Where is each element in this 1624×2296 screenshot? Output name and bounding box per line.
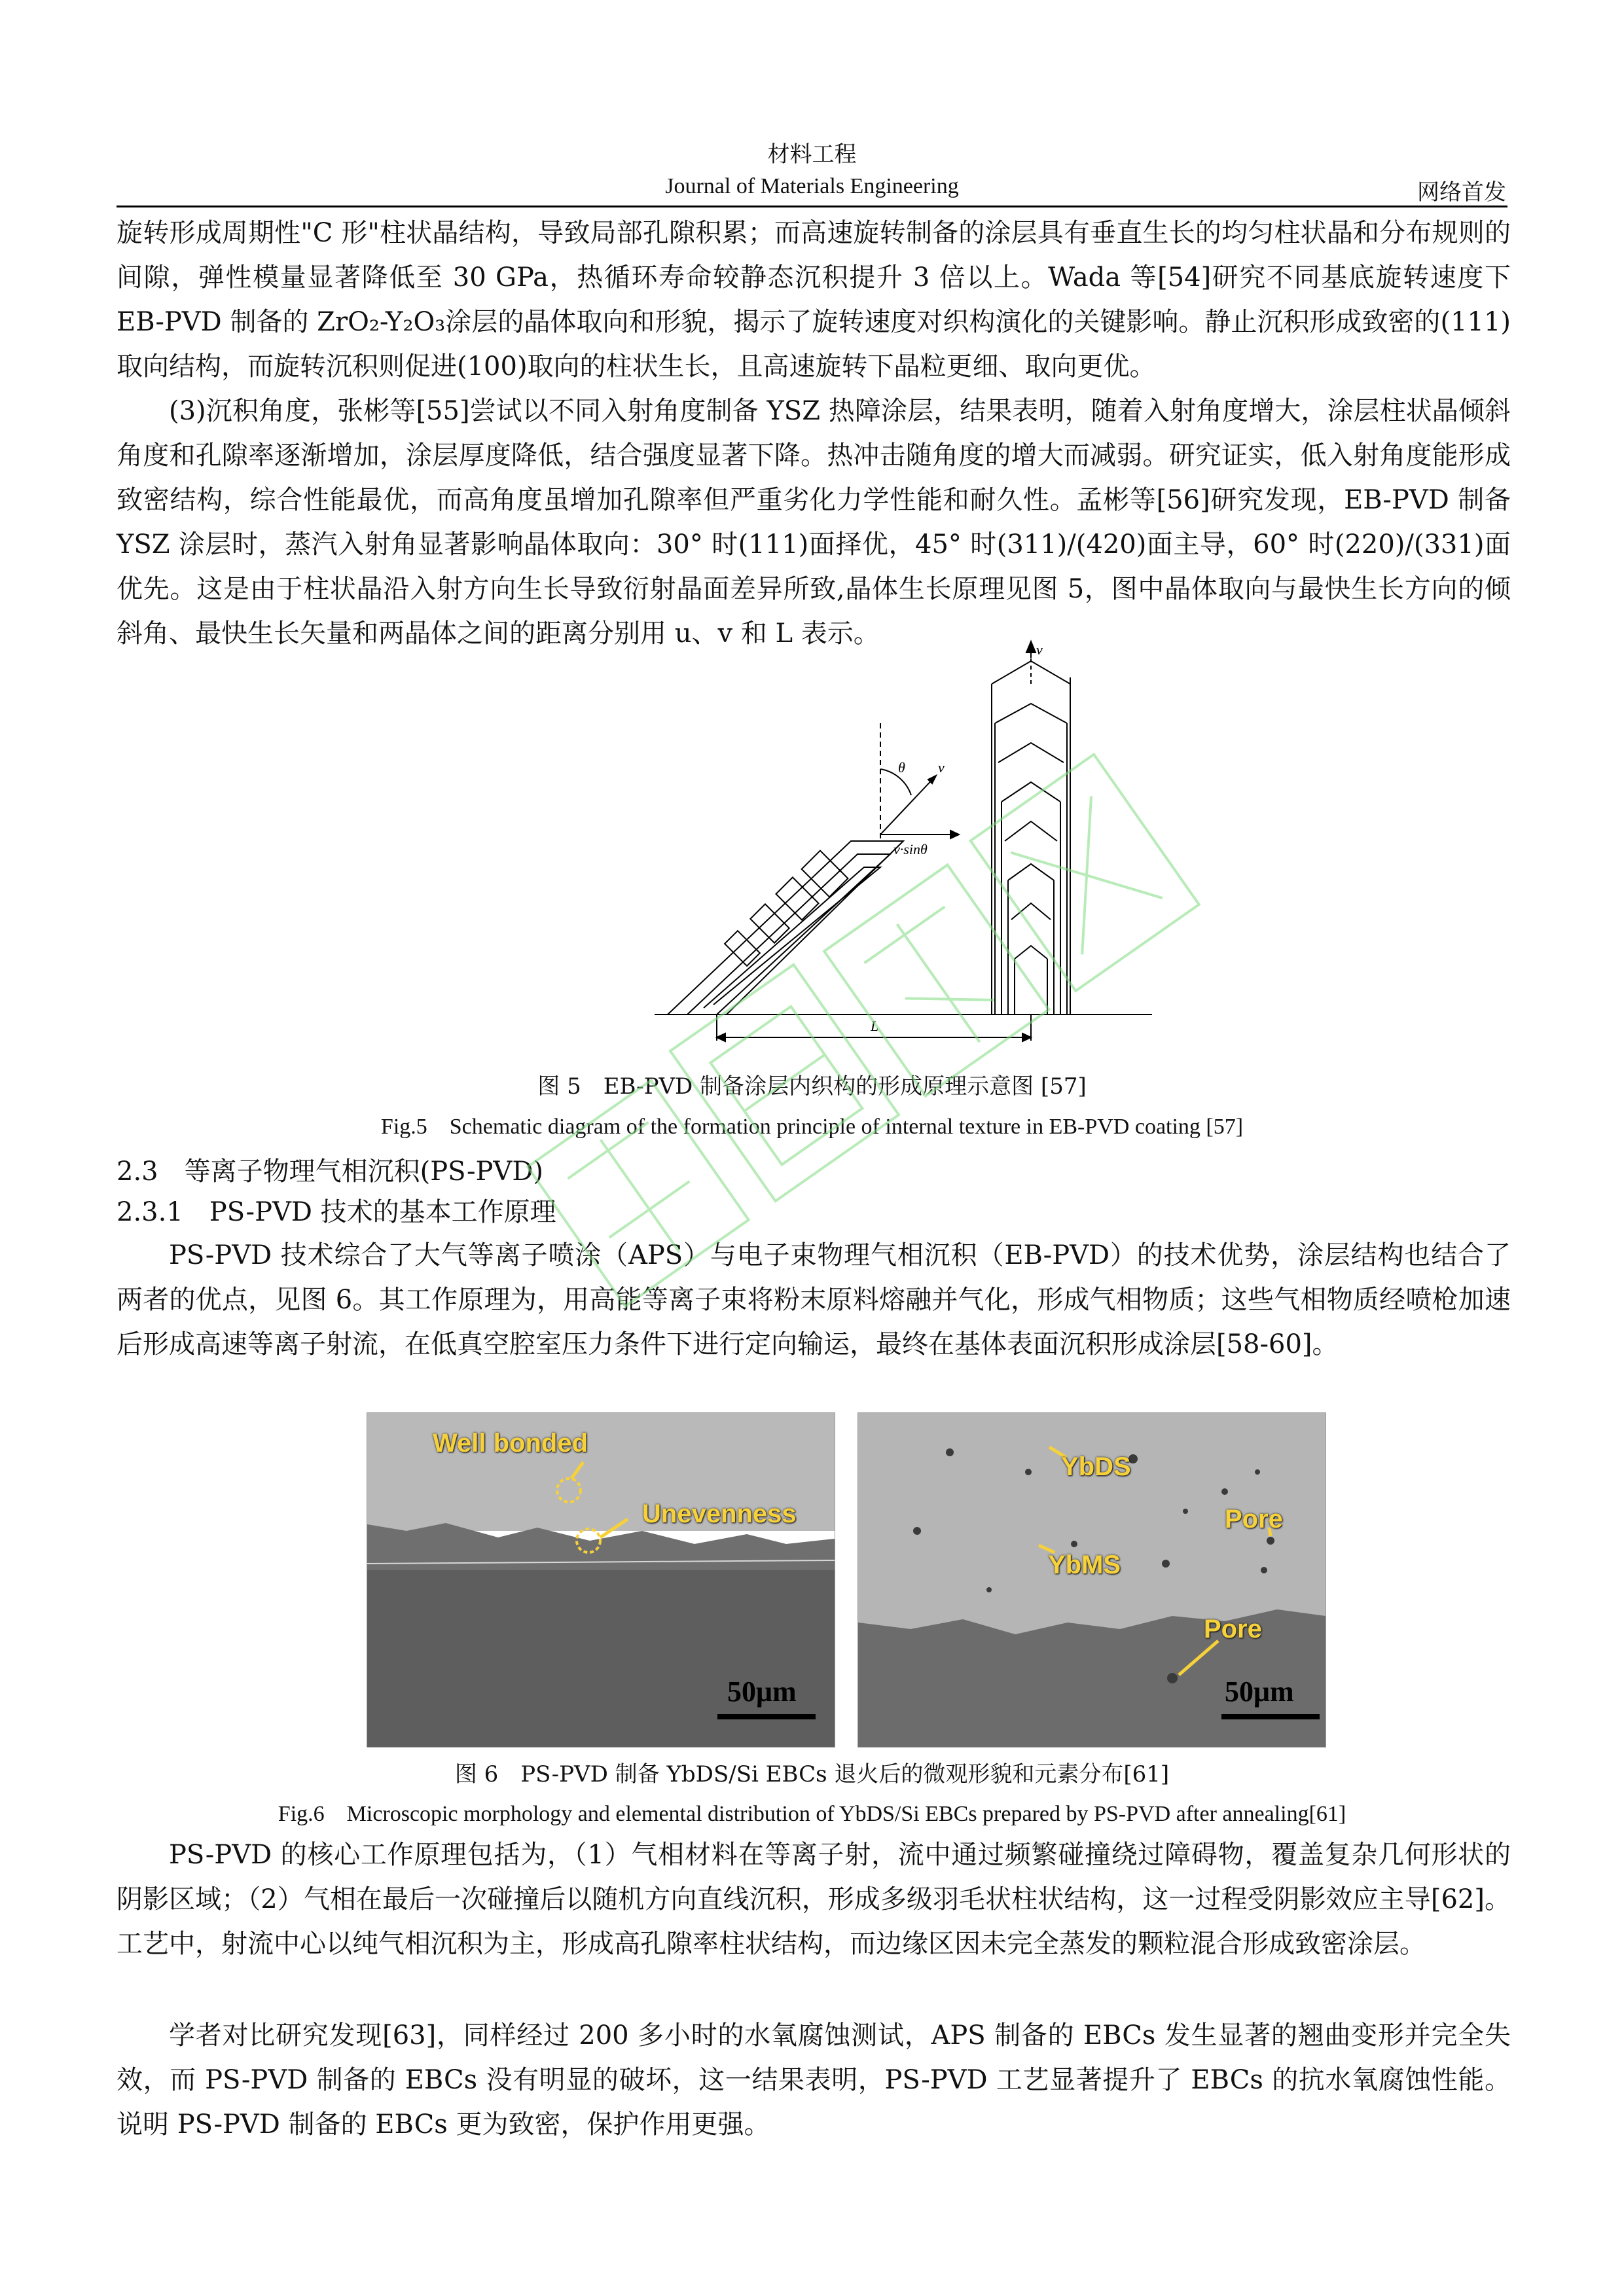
- journal-title-en: Journal of Materials Engineering: [665, 174, 959, 198]
- online-first-tag: 网络首发: [1417, 179, 1506, 206]
- journal-title-cn: 材料工程: [767, 141, 857, 168]
- label-pore-upper: Pore: [1225, 1505, 1283, 1534]
- label-v-vector: v: [938, 759, 945, 776]
- figure5-schematic: [655, 638, 1152, 1057]
- label-well-bonded: Well bonded: [433, 1429, 588, 1458]
- figure6-caption-en: Fig.6 Microscopic morphology and elemental distribution of YbDS/Si EBCs prepared by PS-PVD after annealing[61]: [278, 1802, 1346, 1826]
- vertical-column-chevrons: [992, 661, 1070, 1014]
- paragraph-rotation-speed: [117, 211, 1511, 389]
- v-vector: [880, 776, 936, 834]
- section-heading-2-3: 2.3 等离子物理气相沉积(PS-PVD): [117, 1157, 543, 1187]
- paragraph-text: PS-PVD 的核心工作原理包括为，（1）气相材料在等离子射，流中通过频繁碰撞绕过障碍物，覆盖复杂几何形状的阴影区域；（2）气相在最后一次碰撞后以随机方向直线沉积，形成多级羽毛状柱状结构，这一过程受阴影效应主导[62]。工艺中，射流中心以纯气相沉积为主，形成高孔隙率柱状结构，而边缘区因未完全蒸发的颗粒混合形成致密涂层。: [117, 1840, 1511, 1959]
- paragraph-text: 学者对比研究发现[63]，同样经过 200 多小时的水氧腐蚀测试，APS 制备的 EBCs 发生显著的翘曲变形并完全失效，而 PS-PVD 制备的 EBCs 没有明显的破坏，这一结果表明，PS-PVD 工艺显著提升了 EBCs 的抗水氧腐蚀性能。说明 PS-PVD 制备的 EBCs 更为致密，保护作用更强。: [117, 2020, 1511, 2140]
- scale-text-right: 50μm: [1225, 1676, 1294, 1708]
- paragraph-text: (3)沉积角度，张彬等[55]尝试以不同入射角度制备 YSZ 热障涂层，结果表明，随着入射角度增大，涂层柱状晶倾斜角度和孔隙率逐渐增加，涂层厚度降低，结合强度显著下降。热冲击随角度的增大而减弱。研究证实，低入射角度能形成致密结构，综合性能最优，而高角度虽增加孔隙率但严重劣化力学性能和耐久性。孟彬等[56]研究发现，EB-PVD 制备 YSZ 涂层时，蒸汽入射角显著影响晶体取向：30° 时(111)面择优，45° 时(311)/(420)面主导，60° 时(220)/(331)面优先。这是由于柱状晶沿入射方向生长导致衍射晶面差异所致,晶体生长原理见图 5，图中晶体取向与最快生长方向的倾斜角、最快生长矢量和两晶体之间的距离分别用 u、v 和 L 表示。: [117, 396, 1511, 649]
- figure6-sem-right: [857, 1412, 1326, 1748]
- bonded-circle-marker: [557, 1479, 581, 1502]
- paragraph-deposition-angle: [117, 389, 1511, 656]
- paragraph-text: PS-PVD 技术综合了大气等离子喷涂（APS）与电子束物理气相沉积（EB-PVD）的技术优势，涂层结构也结合了两者的优点，见图 6。其工作原理为，用高能等离子束将粉末原料熔融并气化，形成气相物质；这些气相物质经喷枪加速后形成高速等离子射流，在低真空腔室压力条件下进行定向输运，最终在基体表面沉积形成涂层[58-60]。: [117, 1240, 1511, 1359]
- paragraph-text: 旋转形成周期性"C 形"柱状晶结构，导致局部孔隙积累；而高速旋转制备的涂层具有垂直生长的均匀柱状晶和分布规则的间隙，弹性模量显著降低至 30 GPa，热循环寿命较静态沉积提升 3 倍以上。Wada 等[54]研究不同基底旋转速度下 EB-PVD 制备的 ZrO₂-Y₂O₃涂层的晶体取向和形貌，揭示了旋转速度对织构演化的关键影响。静止沉积形成致密的(111)取向结构，而旋转沉积则促进(100)取向的柱状生长，且高速旋转下晶粒更细、取向更优。: [117, 218, 1511, 382]
- paragraph-comparison: [117, 2013, 1511, 2147]
- theta-arc: [880, 769, 911, 795]
- figure5-caption-cn: 图 5 EB-PVD 制备涂层内织构的形成原理示意图 [57]: [537, 1073, 1087, 1100]
- section-heading-2-3-1: 2.3.1 PS-PVD 技术的基本工作原理: [117, 1197, 556, 1227]
- scale-bar-left: [717, 1714, 816, 1719]
- label-vsin: v·sinθ: [893, 841, 928, 857]
- label-ybds: YbDS: [1061, 1452, 1131, 1481]
- label-unevenness: Unevenness: [642, 1499, 797, 1528]
- scale-bar-right: [1221, 1714, 1320, 1719]
- paragraph-pspvd-principle: [117, 1233, 1511, 1367]
- figure5-caption-en: Fig.5 Schematic diagram of the formation principle of internal texture in EB-PVD coating [57]: [380, 1115, 1244, 1139]
- paragraph-pspvd-core: [117, 1833, 1511, 1966]
- label-pore-lower: Pore: [1204, 1615, 1262, 1643]
- label-L: L: [871, 1018, 879, 1034]
- header-rule: [117, 206, 1507, 207]
- figure6-sem-left: [367, 1412, 835, 1748]
- label-v-top: v: [1036, 641, 1043, 658]
- inclined-column-steps: [725, 851, 848, 966]
- label-theta: θ: [898, 759, 905, 776]
- figure6-caption-cn: 图 6 PS-PVD 制备 YbDS/Si EBCs 退火后的微观形貌和元素分布[61]: [454, 1761, 1170, 1787]
- label-ybms: YbMS: [1048, 1551, 1121, 1579]
- scale-text-left: 50μm: [727, 1676, 797, 1708]
